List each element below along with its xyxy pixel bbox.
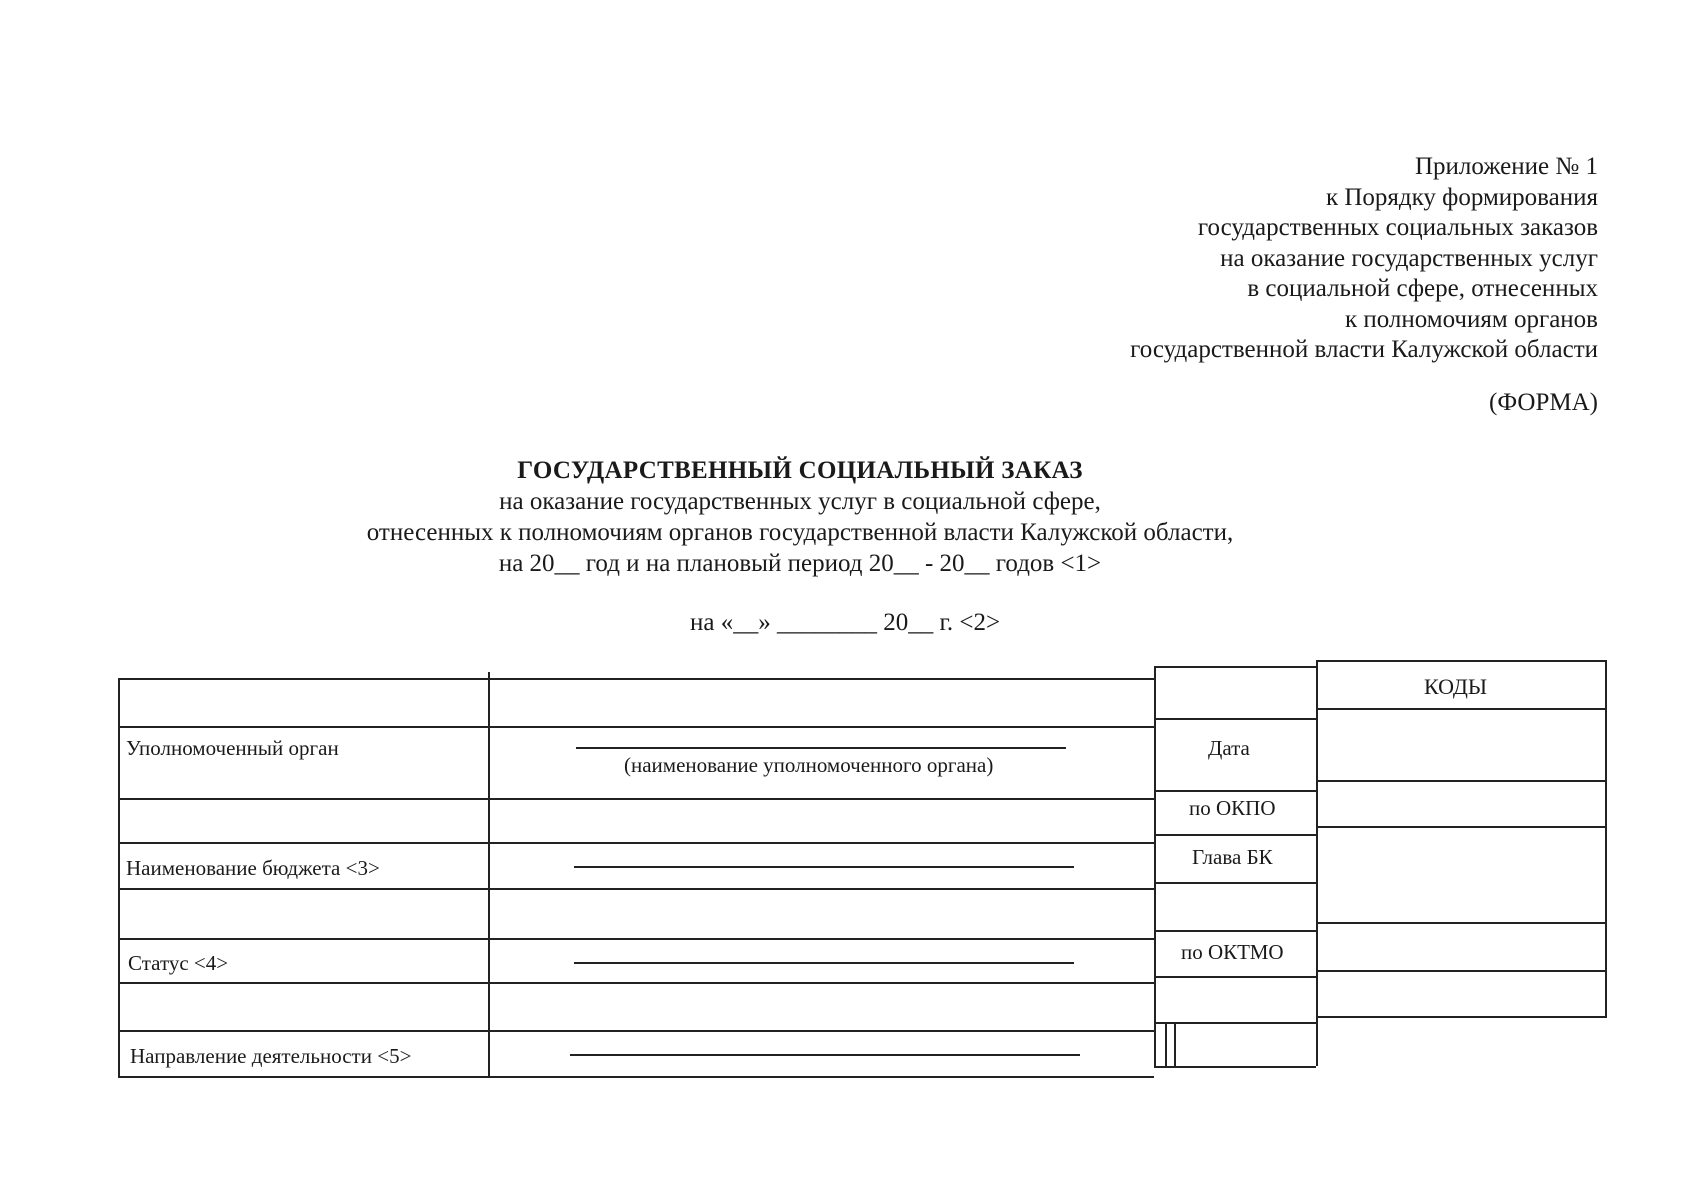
table-border bbox=[1154, 834, 1316, 836]
table-border bbox=[1154, 882, 1316, 884]
document-title-block bbox=[330, 455, 1270, 579]
form-mark: (ФОРМА) bbox=[1489, 389, 1598, 416]
table-border bbox=[1316, 708, 1606, 710]
table-border bbox=[1154, 1022, 1316, 1024]
appendix-line: к Порядку формирования bbox=[1325, 183, 1598, 211]
table-border bbox=[1316, 1016, 1606, 1018]
authorized-body-caption: (наименование уполномоченного органа) bbox=[624, 753, 994, 777]
table-border bbox=[1316, 922, 1606, 924]
table-border bbox=[118, 938, 1154, 940]
table-border bbox=[118, 678, 120, 1078]
table-border bbox=[118, 1030, 1154, 1032]
appendix-line: к полномочиям органов bbox=[1344, 305, 1598, 333]
appendix-header bbox=[1130, 152, 1598, 366]
table-border bbox=[1316, 660, 1606, 662]
codes-header: КОДЫ bbox=[1424, 674, 1488, 699]
document-subtitle: отнесенных к полномочиям органов государственной власти Калужской области, bbox=[366, 519, 1234, 546]
table-border bbox=[1316, 970, 1606, 972]
table-border bbox=[1605, 660, 1607, 1018]
appendix-line: государственной власти Калужской области bbox=[1130, 336, 1598, 363]
table-border bbox=[118, 1076, 1154, 1078]
code-label-oktmo: по ОКТМО bbox=[1181, 940, 1284, 964]
authorized-body-fill-line[interactable] bbox=[576, 747, 1066, 749]
authorized-body-label: Уполномоченный орган bbox=[126, 736, 339, 760]
table-border bbox=[1154, 666, 1316, 668]
code-label-date: Дата bbox=[1208, 736, 1250, 760]
table-border bbox=[1316, 826, 1606, 828]
table-border bbox=[118, 798, 1154, 800]
form-table bbox=[118, 660, 1606, 1078]
table-border bbox=[118, 982, 1154, 984]
appendix-line: Приложение № 1 bbox=[1414, 153, 1598, 180]
table-border bbox=[118, 726, 1154, 728]
appendix-line: в социальной сфере, отнесенных bbox=[1247, 275, 1598, 302]
table-border bbox=[488, 672, 490, 1078]
table-border bbox=[1154, 1066, 1316, 1068]
budget-name-fill-line[interactable] bbox=[574, 866, 1074, 868]
status-label: Статус <4> bbox=[128, 951, 229, 975]
table-border bbox=[1165, 1022, 1167, 1066]
document-subtitle: на оказание государственных услуг в социальной сфере, bbox=[499, 488, 1101, 515]
document-date-line: на «__» ________ 20__ г. <2> bbox=[690, 609, 1001, 636]
budget-name-label: Наименование бюджета <3> bbox=[126, 856, 380, 880]
table-border bbox=[1154, 666, 1156, 1066]
document-title: ГОСУДАРСТВЕННЫЙ СОЦИАЛЬНЫЙ ЗАКАЗ bbox=[517, 457, 1083, 484]
code-label-glava-bk: Глава БК bbox=[1192, 845, 1273, 869]
table-border bbox=[1316, 780, 1606, 782]
status-fill-line[interactable] bbox=[574, 962, 1074, 964]
table-border bbox=[1316, 662, 1318, 1066]
appendix-line: на оказание государственных услуг bbox=[1220, 244, 1598, 272]
table-border bbox=[1154, 930, 1316, 932]
table-border bbox=[1154, 718, 1316, 720]
appendix-line: государственных социальных заказов bbox=[1197, 214, 1598, 241]
table-border bbox=[118, 888, 1154, 890]
table-border bbox=[1154, 790, 1316, 792]
table-border bbox=[1154, 976, 1316, 978]
table-border bbox=[118, 842, 1154, 844]
table-border bbox=[118, 678, 1154, 680]
document-subtitle: на 20__ год и на плановый период 20__ - 20__ годов <1> bbox=[498, 550, 1102, 577]
table-border bbox=[1174, 1022, 1176, 1066]
direction-label: Направление деятельности <5> bbox=[130, 1044, 412, 1068]
direction-fill-line[interactable] bbox=[570, 1054, 1080, 1056]
code-label-okpo: по ОКПО bbox=[1189, 796, 1276, 820]
